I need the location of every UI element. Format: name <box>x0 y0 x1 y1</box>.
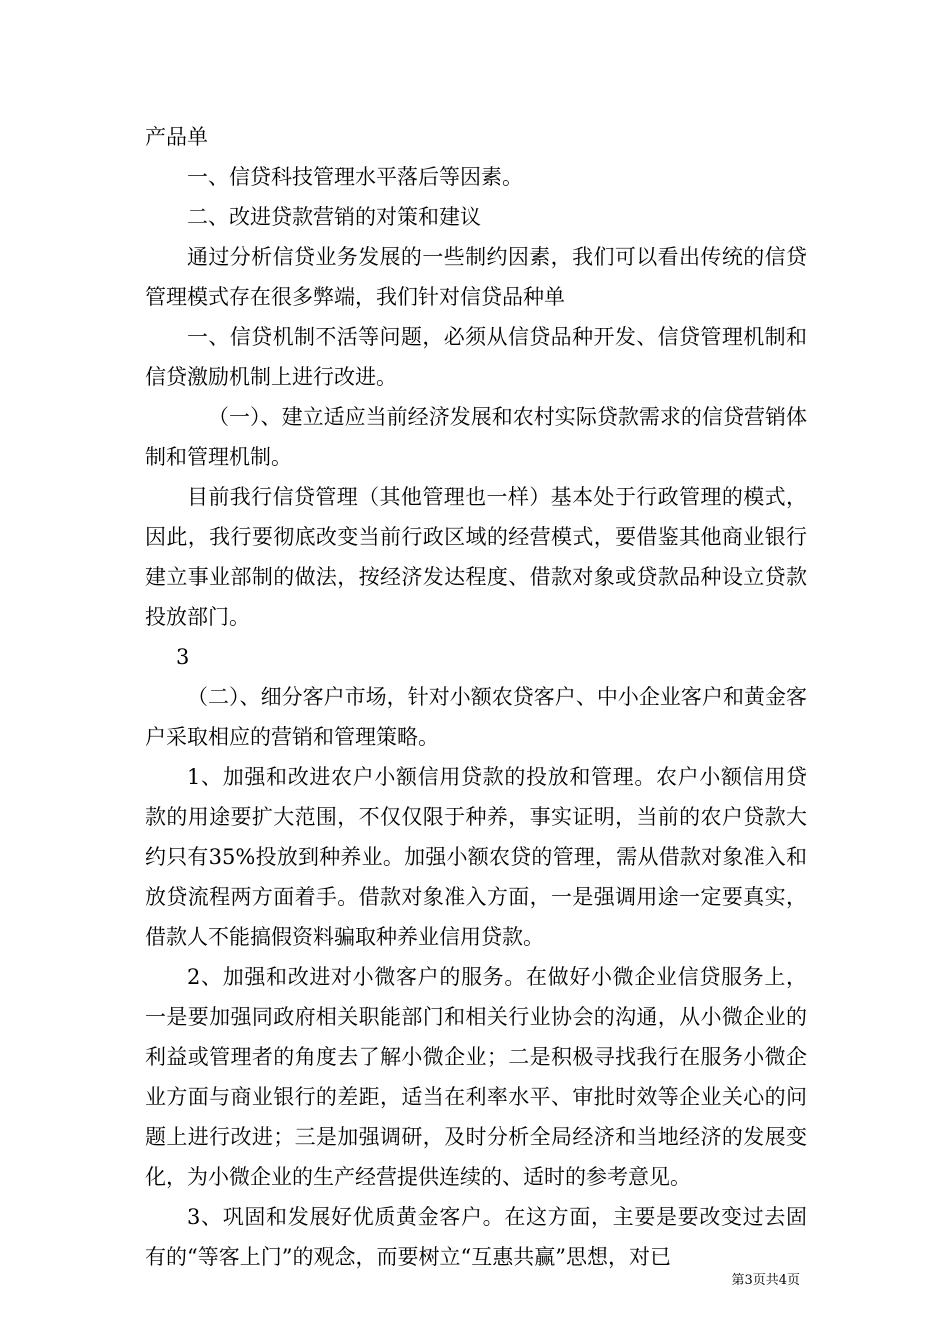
paragraph: 目前我行信贷管理（其他管理也一样）基本处于行政管理的模式，因此，我行要彻底改变当前行政区域的经营模式，要借鉴其他商业银行建立事业部制的做法，按经济发达程度、借款对象或贷款品种设立贷款投放部门。 <box>145 485 807 629</box>
paragraph: 产品单 <box>145 125 208 149</box>
stray-number: 3 <box>176 645 190 669</box>
paragraph: 2、加强和改进对小微客户的服务。在做好小微企业信贷服务上，一是要加强同政府相关职能部门和相关行业协会的沟通，从小微企业的利益或管理者的角度去了解小微企业；二是积极寻找我行在服务小微企业方面与商业银行的差距，适当在利率水平、审批时效等企业关心的问题上进行改进；三是加强调研，及时分析全局经济和当地经济的发展变化，为小微企业的生产经营提供连续的、适时的参考意见。 <box>145 965 807 1189</box>
subsection-heading: （二）、细分客户市场，针对小额农贷客户、中小企业客户和黄金客户采取相应的营销和管理策略。 <box>145 685 807 749</box>
paragraph: 1、加强和改进农户小额信用贷款的投放和管理。农户小额信用贷款的用途要扩大范围，不仅仅限于种养，事实证明，当前的农户贷款大约只有35%投放到种养业。加强小额农贷的管理，需从借款对象准入和放贷流程两方面着手。借款对象准入方面，一是强调用途一定要真实，借款人不能搞假资料骗取种养业信用贷款。 <box>145 765 807 949</box>
document-body <box>145 117 807 1277</box>
subsection-heading: （一）、建立适应当前经济发展和农村实际贷款需求的信贷营销体制和管理机制。 <box>145 405 807 469</box>
paragraph: 通过分析信贷业务发展的一些制约因素，我们可以看出传统的信贷管理模式存在很多弊端，我们针对信贷品种单 <box>145 245 807 309</box>
section-heading: 二、改进贷款营销的对策和建议 <box>187 205 481 229</box>
paragraph: 一、信贷科技管理水平落后等因素。 <box>187 165 523 189</box>
paragraph: 3、巩固和发展好优质黄金客户。在这方面，主要是要改变过去固有的“等客上门”的观念，而要树立“互惠共赢”思想，对已 <box>145 1205 807 1269</box>
page-number-footer: 第3页共4页 <box>731 1273 800 1288</box>
paragraph: 一、信贷机制不活等问题，必须从信贷品种开发、信贷管理机制和信贷激励机制上进行改进。 <box>145 325 807 389</box>
